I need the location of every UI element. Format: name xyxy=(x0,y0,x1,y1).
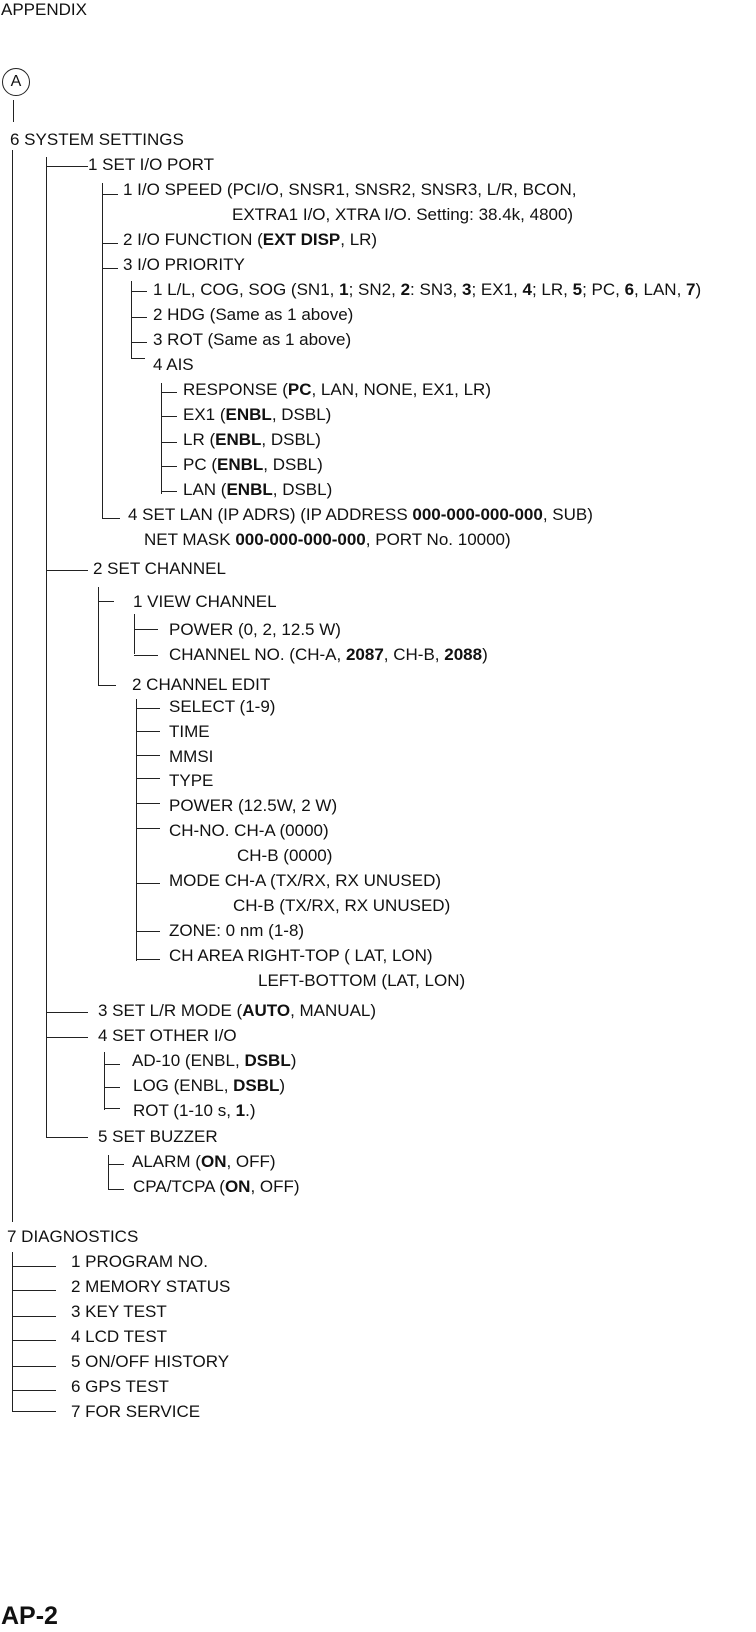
menu-item-io1a xyxy=(123,180,576,200)
menu-item-o3 xyxy=(133,1101,256,1121)
tree-connector-line xyxy=(104,1108,120,1109)
item-text: 3 I/O PRIORITY xyxy=(123,255,245,274)
item-text: CHANNEL NO. (CH-A, xyxy=(169,645,346,664)
tree-connector-line xyxy=(12,1316,56,1317)
tree-connector-line xyxy=(161,442,177,443)
item-text: RESPONSE ( xyxy=(183,380,288,399)
menu-item-io xyxy=(88,155,214,175)
default-value: AUTO xyxy=(242,1001,291,1020)
item-text: 3 KEY TEST xyxy=(71,1302,167,1321)
tree-connector-line xyxy=(136,708,160,709)
item-text: ; SN2, xyxy=(348,280,401,299)
item-text: 2 CHANNEL EDIT xyxy=(132,675,271,694)
tree-branch-line xyxy=(134,614,135,654)
tree-connector-line xyxy=(102,518,120,519)
tree-connector-line xyxy=(136,959,160,960)
item-text: 7 DIAGNOSTICS xyxy=(7,1227,139,1246)
item-text: MMSI xyxy=(169,747,214,766)
tree-connector-line xyxy=(46,1012,88,1013)
item-text: 6 SYSTEM SETTINGS xyxy=(10,130,184,149)
menu-item-d7 xyxy=(71,1402,200,1422)
tree-connector-line xyxy=(136,755,160,756)
item-text: , PORT No. 10000) xyxy=(365,530,511,549)
item-text: LAN ( xyxy=(183,480,227,499)
menu-item-d4 xyxy=(71,1327,167,1347)
item-text: 2 HDG (Same as 1 above) xyxy=(153,305,354,324)
tree-connector-line xyxy=(104,1087,120,1088)
default-value: DSBL xyxy=(233,1076,280,1095)
default-value: 000-000-000-000 xyxy=(235,530,366,549)
menu-item-dg xyxy=(7,1227,138,1247)
item-text: ; EX1, xyxy=(471,280,523,299)
menu-item-pr4 xyxy=(153,355,194,375)
tree-connector-line xyxy=(46,1037,88,1038)
menu-item-e7b xyxy=(233,896,450,916)
menu-item-io4b xyxy=(144,530,511,550)
tree-connector-line xyxy=(131,358,145,359)
menu-item-io1b xyxy=(232,205,573,225)
menu-item-bz xyxy=(98,1127,218,1147)
item-text: 1 L/L, COG, SOG (SN1, xyxy=(153,280,340,299)
menu-item-ais5 xyxy=(183,480,332,500)
item-text: , OFF) xyxy=(226,1152,276,1171)
item-text: LOG (ENBL, xyxy=(133,1076,234,1095)
menu-item-e4 xyxy=(169,771,213,791)
menu-item-ch1b xyxy=(169,645,488,665)
menu-item-e6a xyxy=(169,821,329,841)
tree-connector-line xyxy=(136,803,160,804)
default-value: 1 xyxy=(339,280,349,299)
item-text: , SUB) xyxy=(542,505,593,524)
item-text: 3 SET L/R MODE ( xyxy=(98,1001,243,1020)
item-text: CH-B (TX/RX, RX UNUSED) xyxy=(233,896,451,915)
item-text: EXTRA1 I/O, XTRA I/O. Setting: 38.4k, 4800) xyxy=(232,205,574,224)
item-text: , DSBL) xyxy=(271,405,332,424)
menu-item-pr1 xyxy=(153,280,701,300)
tree-connector-line xyxy=(12,1366,56,1367)
menu-item-io4a xyxy=(128,505,593,525)
item-text: , LAN, NONE, EX1, LR) xyxy=(311,380,491,399)
item-text: 1 I/O SPEED (PCI/O, SNSR1, SNSR2, SNSR3, L/R, BCON, xyxy=(123,180,577,199)
menu-item-lr xyxy=(98,1001,376,1021)
menu-item-pr2 xyxy=(153,305,353,325)
menu-item-pr3 xyxy=(153,330,351,350)
page-number: AP-2 xyxy=(1,1602,58,1630)
default-value: 5 xyxy=(572,280,583,299)
menu-item-ais4 xyxy=(183,455,323,475)
item-text: CH-B (0000) xyxy=(237,846,333,865)
default-value: 2 xyxy=(400,280,411,299)
item-text: : SN3, xyxy=(410,280,462,299)
tree-branch-line xyxy=(13,100,14,122)
tree-connector-line xyxy=(12,1390,56,1391)
tree-connector-line xyxy=(161,466,177,467)
menu-item-o2 xyxy=(133,1076,285,1096)
tree-branch-line xyxy=(131,281,132,359)
tree-connector-line xyxy=(12,1340,56,1341)
tree-connector-line xyxy=(136,931,160,932)
item-text: ) xyxy=(279,1076,286,1095)
tree-branch-line xyxy=(12,150,13,1222)
item-text: 1 PROGRAM NO. xyxy=(71,1252,208,1271)
tree-connector-line xyxy=(161,491,177,492)
item-text: ; PC, xyxy=(582,280,625,299)
item-text: 2 SET CHANNEL xyxy=(93,559,226,578)
menu-item-e1 xyxy=(169,697,275,717)
tree-connector-line xyxy=(131,342,147,343)
tree-connector-line xyxy=(161,416,177,417)
menu-item-e2 xyxy=(169,722,210,742)
tree-connector-line xyxy=(131,317,147,318)
item-text: ) xyxy=(695,280,702,299)
tree-connector-line xyxy=(12,1411,56,1412)
default-value: 3 xyxy=(462,280,472,299)
item-text: LEFT-BOTTOM (LAT, LON) xyxy=(258,971,466,990)
default-value: ENBL xyxy=(217,455,264,474)
default-value: DSBL xyxy=(244,1051,291,1070)
tree-connector-line xyxy=(108,1189,124,1190)
item-text: TYPE xyxy=(169,771,214,790)
menu-item-b1 xyxy=(132,1152,276,1172)
tree-connector-line xyxy=(104,1064,120,1065)
item-text: , DSBL) xyxy=(263,455,323,474)
item-text: ROT (1-10 s, xyxy=(133,1101,236,1120)
default-value: 1 xyxy=(235,1101,246,1120)
tree-connector-line xyxy=(136,731,160,732)
item-text: , CH-B, xyxy=(383,645,445,664)
tree-connector-line xyxy=(102,194,118,195)
item-text: , LR) xyxy=(340,230,378,249)
item-text: CH AREA RIGHT-TOP ( LAT, LON) xyxy=(169,946,433,965)
item-text: ) xyxy=(290,1051,297,1070)
default-value: 2088 xyxy=(444,645,483,664)
menu-item-sys xyxy=(10,130,184,150)
default-value: PC xyxy=(287,380,312,399)
menu-item-e8 xyxy=(169,921,304,941)
item-text: SELECT (1-9) xyxy=(169,697,276,716)
tree-branch-line xyxy=(12,1252,13,1412)
menu-item-e3 xyxy=(169,747,213,767)
connector-marker-a: A xyxy=(2,68,30,96)
item-text: 5 SET BUZZER xyxy=(98,1127,218,1146)
default-value: 6 xyxy=(624,280,635,299)
menu-item-d3 xyxy=(71,1302,167,1322)
tree-connector-line xyxy=(131,291,147,292)
tree-branch-line xyxy=(136,699,137,961)
item-text: , OFF) xyxy=(250,1177,300,1196)
item-text: 2 MEMORY STATUS xyxy=(71,1277,231,1296)
tree-connector-line xyxy=(46,1137,88,1138)
item-text: EX1 ( xyxy=(183,405,226,424)
menu-item-ch1 xyxy=(133,592,277,612)
default-value: ON xyxy=(200,1152,227,1171)
default-value: ON xyxy=(224,1177,251,1196)
tree-branch-line xyxy=(102,183,103,519)
tree-branch-line xyxy=(46,157,47,1137)
item-text: ZONE: 0 nm (1-8) xyxy=(169,921,305,940)
tree-connector-line xyxy=(12,1266,56,1267)
menu-item-e5 xyxy=(169,796,337,816)
tree-connector-line xyxy=(134,655,158,656)
item-text: .) xyxy=(245,1101,256,1120)
menu-item-io2 xyxy=(123,230,377,250)
menu-item-b2 xyxy=(133,1177,300,1197)
menu-item-oth xyxy=(98,1026,237,1046)
menu-item-o1 xyxy=(132,1051,296,1071)
tree-connector-line xyxy=(102,268,118,269)
menu-item-ch xyxy=(93,559,226,579)
item-text: PC ( xyxy=(183,455,217,474)
tree-connector-line xyxy=(136,828,160,829)
menu-item-ch2 xyxy=(132,675,270,695)
item-text: 4 SET LAN (IP ADRS) (IP ADDRESS xyxy=(128,505,413,524)
tree-connector-line xyxy=(46,166,88,167)
menu-item-ais2 xyxy=(183,405,331,425)
item-text: CH-NO. CH-A (0000) xyxy=(169,821,329,840)
default-value: 000-000-000-000 xyxy=(412,505,543,524)
item-text: , MANUAL) xyxy=(290,1001,377,1020)
default-value: ENBL xyxy=(225,405,272,424)
item-text: ALARM ( xyxy=(132,1152,201,1171)
item-text: 7 FOR SERVICE xyxy=(71,1402,201,1421)
tree-connector-line xyxy=(46,570,88,571)
menu-item-e9b xyxy=(258,971,465,991)
menu-item-e6b xyxy=(237,846,332,866)
tree-connector-line xyxy=(98,685,116,686)
tree-connector-line xyxy=(108,1164,124,1165)
menu-item-e7a xyxy=(169,871,441,891)
menu-item-ais1 xyxy=(183,380,491,400)
item-text: 6 GPS TEST xyxy=(71,1377,169,1396)
menu-item-ais3 xyxy=(183,430,321,450)
item-text: 3 ROT (Same as 1 above) xyxy=(153,330,352,349)
item-text: 4 LCD TEST xyxy=(71,1327,168,1346)
item-text: , DSBL) xyxy=(261,430,321,449)
menu-item-d1 xyxy=(71,1252,208,1272)
item-text: TIME xyxy=(169,722,210,741)
menu-item-d6 xyxy=(71,1377,169,1397)
item-text: 1 SET I/O PORT xyxy=(88,155,214,174)
tree-branch-line xyxy=(108,1155,109,1190)
default-value: ENBL xyxy=(226,480,273,499)
default-value: EXT DISP xyxy=(262,230,341,249)
tree-connector-line xyxy=(12,1290,56,1291)
item-text: LR ( xyxy=(183,430,216,449)
menu-item-io3 xyxy=(123,255,245,275)
item-text: AD-10 (ENBL, xyxy=(132,1051,245,1070)
item-text: , DSBL) xyxy=(272,480,333,499)
page-header: APPENDIX xyxy=(1,0,87,19)
default-value: 2087 xyxy=(345,645,384,664)
item-text: POWER (0, 2, 12.5 W) xyxy=(169,620,341,639)
item-text: 2 I/O FUNCTION ( xyxy=(123,230,263,249)
item-text: 4 SET OTHER I/O xyxy=(98,1026,237,1045)
item-text: NET MASK xyxy=(144,530,236,549)
tree-branch-line xyxy=(161,383,162,494)
tree-branch-line xyxy=(104,1052,105,1110)
default-value: 7 xyxy=(686,280,696,299)
item-text: 4 AIS xyxy=(153,355,194,374)
tree-connector-line xyxy=(136,778,160,779)
tree-connector-line xyxy=(161,392,177,393)
tree-connector-line xyxy=(102,243,118,244)
default-value: ENBL xyxy=(215,430,262,449)
tree-connector-line xyxy=(134,629,158,630)
item-text: 1 VIEW CHANNEL xyxy=(133,592,277,611)
item-text: , LAN, xyxy=(634,280,687,299)
item-text: CPA/TCPA ( xyxy=(133,1177,225,1196)
tree-connector-line xyxy=(98,601,114,602)
menu-item-e9a xyxy=(169,946,433,966)
menu-item-d2 xyxy=(71,1277,230,1297)
menu-item-ch1a xyxy=(169,620,341,640)
item-text: POWER (12.5W, 2 W) xyxy=(169,796,338,815)
menu-item-d5 xyxy=(71,1352,229,1372)
default-value: 4 xyxy=(522,280,532,299)
item-text: ) xyxy=(482,645,488,664)
item-text: MODE CH-A (TX/RX, RX UNUSED) xyxy=(169,871,442,890)
item-text: 5 ON/OFF HISTORY xyxy=(71,1352,230,1371)
tree-connector-line xyxy=(136,883,160,884)
item-text: ; LR, xyxy=(531,280,573,299)
